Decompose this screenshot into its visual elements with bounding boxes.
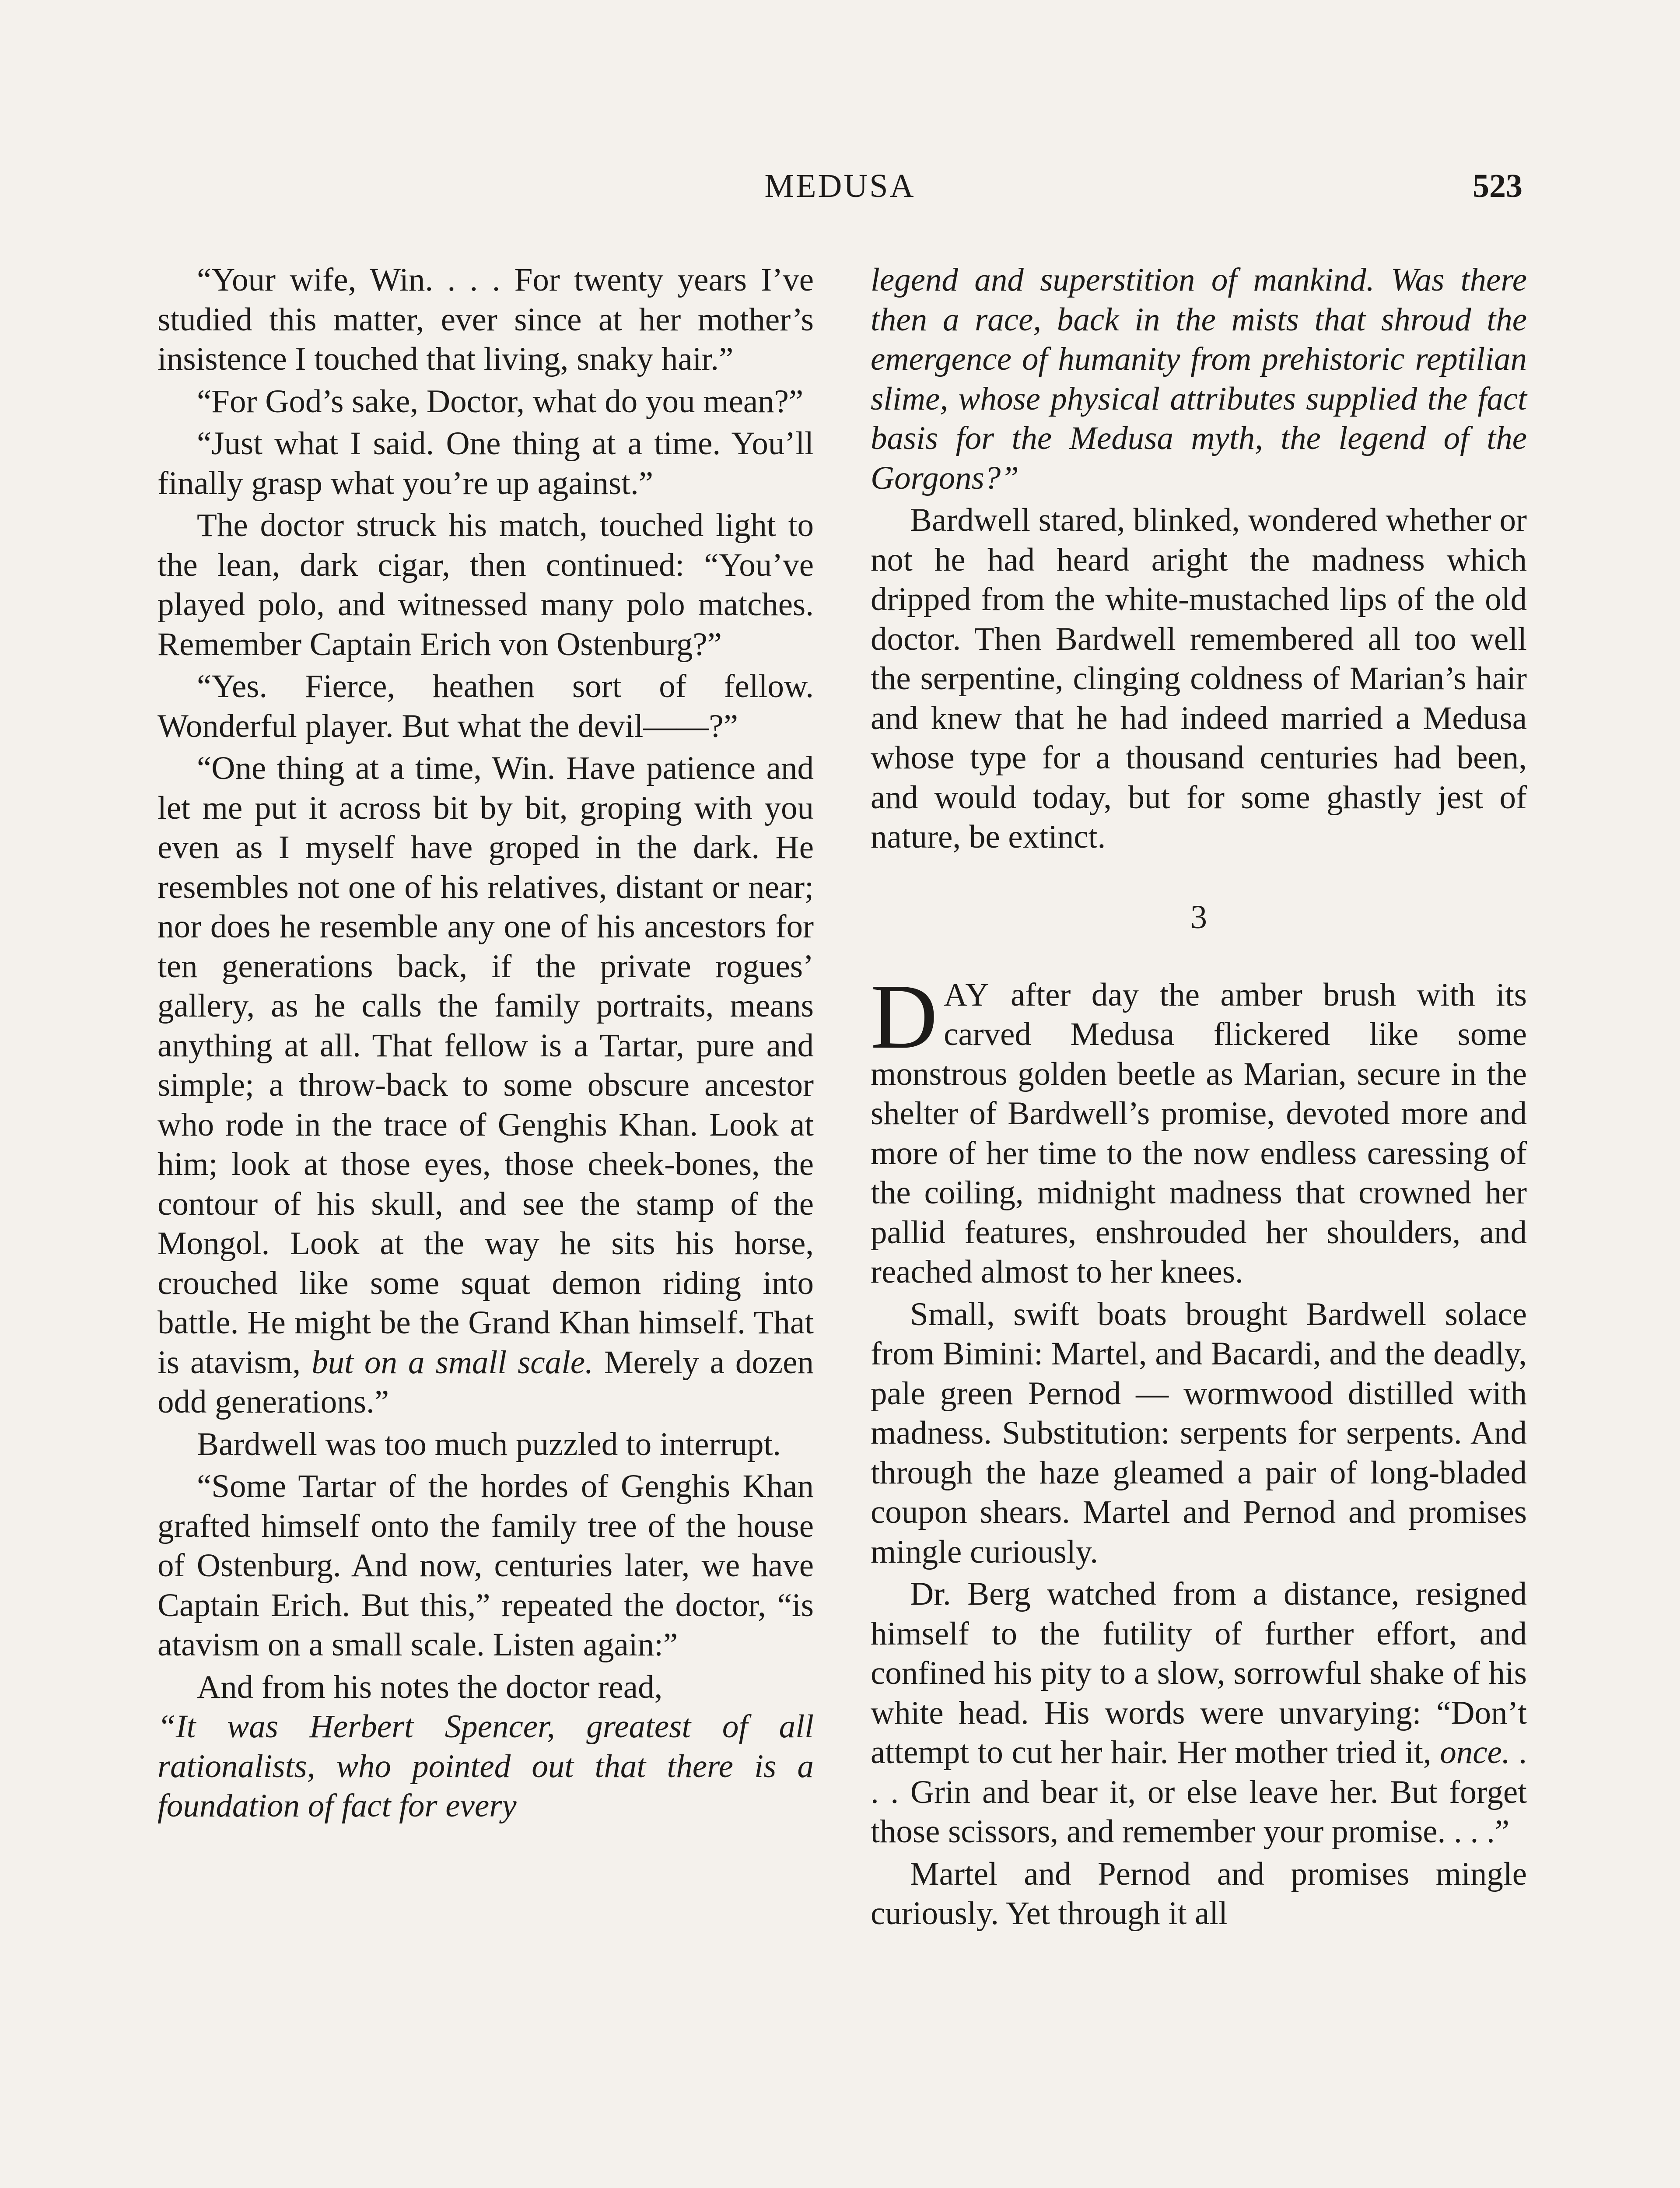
paragraph: “Just what I said. One thing at a time. You’ll finally grasp what you’re up against.” bbox=[158, 425, 814, 501]
dropcap-tail: AY bbox=[944, 976, 990, 1013]
running-head bbox=[158, 162, 1522, 210]
paragraph-text: Merely a dozen odd generations.” bbox=[158, 1344, 814, 1420]
italic-phrase: but on a small scale. bbox=[312, 1344, 593, 1381]
page-number: 523 bbox=[1473, 168, 1522, 204]
paragraph: “Yes. Fierce, heathen sort of fellow. Wonderful player. But what the devil——?” bbox=[158, 668, 814, 744]
paragraph: Bardwell was too much puzzled to interrupt. bbox=[197, 1426, 781, 1462]
italic-quote-start: “It was Herbert Spencer, greatest of all rationalists, who pointed out that there is a foundation of fact for every bbox=[158, 1708, 814, 1824]
paragraph: The doctor struck his match, touched light to the lean, dark cigar, then continued: “You’ve played polo, and witnessed many polo matches. Remember Captain Erich von Ostenburg?” bbox=[158, 507, 814, 663]
paragraph: “For God’s sake, Doctor, what do you mean?” bbox=[197, 383, 804, 420]
running-title: MEDUSA bbox=[764, 168, 916, 204]
paragraph: And from his notes the doctor read, bbox=[197, 1669, 663, 1705]
paragraph-text: after day the amber brush with its carved Medusa flickered like some monstrous golden beetle as Marian, secure in the shelter of Bardwell’s promise, devoted more and more of her time to the now endless caressing of the coiling, midnight madness that crowned her pallid features, enshrouded her shoulders, and reached almost to her knees. bbox=[871, 976, 1527, 1290]
paragraph-berg bbox=[871, 1574, 1527, 1852]
italic-quote-continuation: legend and superstition of mankind. Was there then a race, back in the mists that shroud the emergence of humanity from prehistoric reptilian slime, whose physical attributes supplied the fact basis for the Medusa myth, the legend of the Gorgons?” bbox=[871, 262, 1527, 496]
dropcap-paragraph bbox=[871, 964, 1527, 1292]
paragraph-text: Dr. Berg watched from a distance, resigned himself to the futility of further effort, and confined his pity to a slow, sorrowful shake of his white head. His words were unvarying: “Don’t attempt to cut her hair. Her mother tried it, bbox=[871, 1576, 1527, 1771]
paragraph: Bardwell stared, blinked, wondered whether or not he had heard aright the madness which dripped from the white-mustached lips of the old doctor. Then Bardwell remembered all too well the serpentine, clinging coldness of Marian’s hair and knew that he had indeed married a Medusa whose type for a thousand centuries had been, and would today, but for some ghastly jest of nature, be extinct. bbox=[871, 502, 1527, 855]
right-column bbox=[871, 260, 1527, 1934]
section-number: 3 bbox=[1190, 898, 1207, 936]
paragraph: “Some Tartar of the hordes of Genghis Khan grafted himself onto the family tree of the house of Ostenburg. And now, centuries later, we have Captain Erich. But this,” repeated the doctor, “is atavism on a small scale. Listen again:” bbox=[158, 1468, 814, 1663]
left-column bbox=[158, 260, 814, 1826]
paragraph: Martel and Pernod and promises mingle curiously. Yet through it all bbox=[871, 1855, 1527, 1932]
paragraph-atavism bbox=[158, 749, 814, 1422]
paragraph: Small, swift boats brought Bardwell solace from Bimini: Martel, and Bacardi, and the deadly, pale green Pernod — wormwood distilled with madness. Substitution: serpents for serpents. And through the haze gleamed a pair of long-bladed coupon shears. Martel and Pernod and promises mingle curiously. bbox=[871, 1296, 1527, 1570]
drop-cap: D bbox=[871, 964, 938, 1068]
paragraph-text: “One thing at a time, Win. Have patience and let me put it across bit by bit, groping with you even as I myself have groped in the dark. He resembles not one of his relatives, distant or near; nor does he resemble any one of his ancestors for ten generations back, if the private rogues’ gallery, as he calls the family portraits, means anything at all. That fellow is a Tartar, pure and simple; a throw-back to some obscure ancestor who rode in the trace of Genghis Khan. Look at him; look at those eyes, those cheek-bones, the contour of his skull, and see the stamp of the Mongol. Look at the way he sits his horse, crouched like some squat demon riding into battle. He might be the Grand Khan himself. That is atavism, bbox=[158, 750, 814, 1381]
italic-word: once. bbox=[1440, 1734, 1510, 1771]
paragraph: “Your wife, Win. . . . For twenty years I’ve studied this matter, ever since at her mother’s insistence I touched that living, snaky hair.” bbox=[158, 262, 814, 377]
paragraph-text: . . . Grin and bear it, or else leave her. But forget those scissors, and remember your promise. . . .” bbox=[871, 1734, 1527, 1850]
